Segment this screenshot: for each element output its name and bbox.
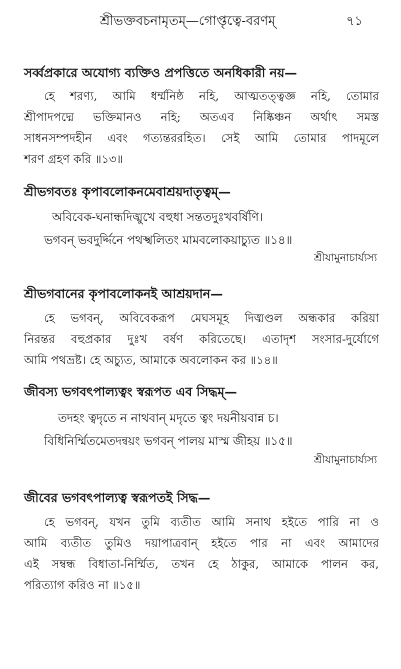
verse-line: বিধিনির্ম্মিতমেতদন্বয়ং ভগবন্ পালয় মাস্ম জীহয় ॥১৫॥ [44,434,293,448]
paragraph-line: শরণ গ্রহণ করি ॥১৩॥ [24,152,124,166]
paragraph-line: পরিত্যাগ করিও না ॥১৫॥ [24,578,141,592]
paragraph-line: আমি পথভ্রষ্ট। হে অচ্যুত, আমাকে অবলোকন কর ॥১৪॥ [24,353,278,367]
paragraph-line: এই সম্বন্ধ বিধাতা-নির্ম্মিত, তখন হে ঠাকুর, আমাকে পালন কর, [24,557,379,571]
paragraph-line: সাধনসম্পদহীন এবং গত্যন্তররহিত। সেই আমি তোমার পাদমূলে [24,131,379,145]
paragraph-line: হে শরণ্য, আমি ধর্ম্মনিষ্ঠ নহি, আত্মতত্ত্বজ্ঞ নহি, তোমার [44,89,379,103]
section-heading: জীবস্য ভগবৎপাল্যত্বং স্বরূপত এব সিদ্ধম্— [24,384,237,399]
running-header [0,12,401,34]
running-header-title: শ্রীভক্তবচনামৃতম্—গোপ্তৃত্বে-বরণম্ [100,14,276,29]
paragraph-line: হে ভগবন্, অবিবেকরূপ মেঘসমূহ দিঙ্মণ্ডল অন্ধকার করিয়া [44,311,379,325]
section-heading: শ্রীভগবানের কৃপাবলোকনই আশ্রয়দান— [24,286,223,301]
verse-attribution: শ্রীযামুনাচার্য্যস্য [314,454,377,466]
verse-line: ভগবন্ ভবদুর্দ্দিনে পথস্খলিতং মামবলোকয়াচ্যুত ॥১৪॥ [44,233,293,247]
paragraph-line: হে ভগবন্, যখন তুমি ব্যতীত আমি সনাথ হইতে পারি না ও [44,515,379,529]
paragraph-line: শ্রীপাদপদ্মে ভক্তিমানও নহি; অতএব নিষ্কিঞ্চন অর্থাৎ সমস্ত [24,110,379,124]
section-heading: শ্রীভগবতঃ কৃপাবলোকনমেবাশ্রয়দাতৃত্বম্— [24,184,231,199]
section-heading: সর্ব্বপ্রকারে অযোগ্য ব্যক্তিও প্রপত্তিতে অনধিকারী নয়— [24,65,297,80]
verse-line: তদহং ত্বদৃতে ন নাথবান্ মদৃতে ত্বং দয়নীয়বান্ন চ। [58,411,279,425]
verse-line: অবিবেক-ঘনান্ধদিঙ্মুখে বহুধা সন্ততদুঃখবর্ষিণি। [52,210,263,224]
paragraph-line: নিরন্তর বহুপ্রকার দুঃখ বর্ষণ করিতেছে। এতাদৃশ সংসার-দুর্যোগে [24,332,379,346]
section-heading: জীবের ভগবৎপাল্যত্ব স্বরূপতই সিদ্ধ— [24,490,211,505]
paragraph-line: আমি ব্যতীত তুমিও দয়াপাত্রবান্ হইতে পার না এবং আমাদের [24,536,379,550]
page-number: ৭১ [346,14,363,29]
verse-attribution: শ্রীযামুনাচার্য্যস্য [314,252,377,264]
